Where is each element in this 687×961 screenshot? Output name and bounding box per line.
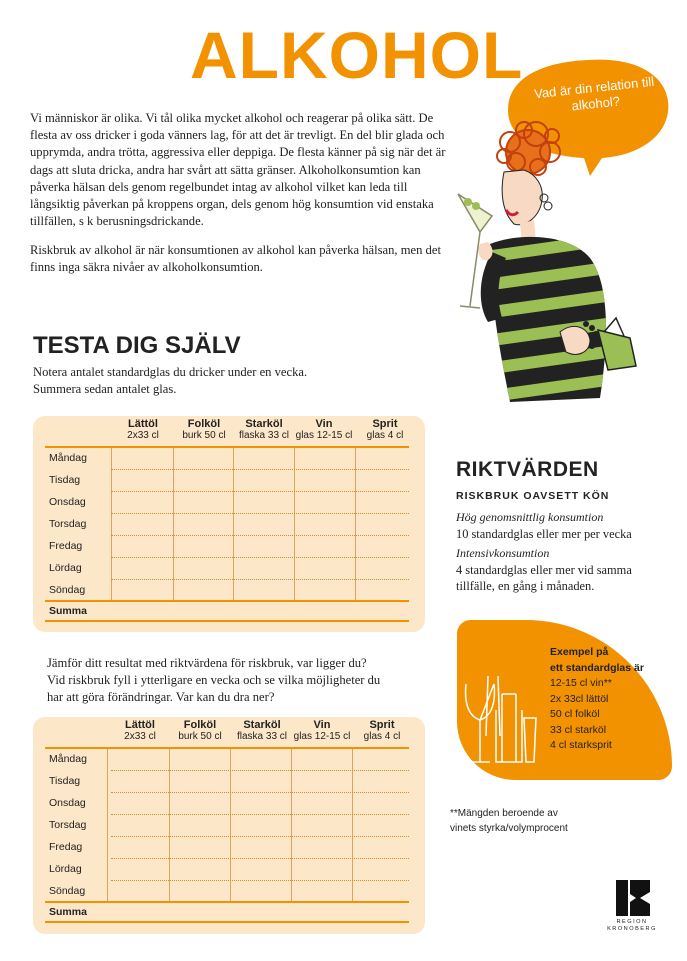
col-header-vin: Vin glas 12-15 cl bbox=[293, 719, 351, 742]
footnote: **Mängden beroende av vinets styrka/volymprocent bbox=[450, 808, 568, 834]
day-label: Lördag bbox=[49, 863, 82, 875]
day-label: Fredag bbox=[49, 540, 83, 552]
high-consumption-label: Hög genomsnittlig konsumtion bbox=[456, 510, 604, 524]
col-header-vin: Vin glas 12-15 cl bbox=[295, 418, 353, 441]
day-label: Söndag bbox=[49, 584, 86, 596]
day-label: Lördag bbox=[49, 562, 82, 574]
sum-label: Summa bbox=[49, 906, 87, 918]
intensive-label: Intensivkonsumtion bbox=[456, 546, 550, 560]
example-item: 50 cl folköl bbox=[550, 708, 600, 720]
instruction-line-1: Notera antalet standardglas du dricker under en vecka. bbox=[33, 365, 308, 379]
day-label: Måndag bbox=[49, 452, 87, 464]
col-header-lattol: Lättöl 2x33 cl bbox=[124, 719, 156, 742]
example-item: 4 cl starksprit bbox=[550, 739, 612, 751]
woman-illustration bbox=[440, 112, 662, 412]
day-label: Tisdag bbox=[49, 474, 81, 486]
glasses-icon bbox=[462, 672, 538, 768]
region-kronoberg-logo-icon bbox=[614, 878, 652, 918]
page-title: ALKOHOL bbox=[190, 18, 524, 92]
high-consumption-text: 10 standardglas eller mer per vecka bbox=[456, 527, 632, 541]
testa-instructions bbox=[33, 364, 363, 398]
day-label: Torsdag bbox=[49, 518, 87, 530]
compare-text: Jämför ditt resultat med riktvärdena för riskbruk, var ligger du? Vid riskbruk fyll i ytterligare en vecka och se vilka möjligheter du har att göra förändringar. Var kan du dra ner? bbox=[47, 656, 381, 705]
example-text: Exempel på ett standardglas är 12-15 cl vin** 2x 33cl lättöl 50 cl folköl 33 cl starköl 4 cl starksprit bbox=[550, 645, 644, 754]
riktvarden-subheading: RISKBRUK OAVSETT KÖN bbox=[456, 490, 610, 502]
intro-paragraph-1: Vi människor är olika. Vi tål olika mycket alkohol och reagerar på olika sätt. De flesta av oss dricker i goda vänners lag, för att det är trevligt. En del blir glada och upprymda, andra trötta, aggressiva eller deppiga. De flesta känner på sig när det är dags att sluta dricka, andra har svårt att sätta gränser. Alkoholkonsumtion kan påverka hälsan dels genom regelbundet intag av alkohol vilket kan leda till långsiktig påverkan på kroppens organ, dels genom hög konsumtion vid enstaka tillfällen, s k berusningsdrickande. bbox=[30, 111, 446, 229]
col-header-starkol: Starköl flaska 33 cl bbox=[236, 719, 288, 742]
col-header-sprit: Sprit glas 4 cl bbox=[363, 719, 401, 742]
bubble-text: Vad är din relation till alkohol? bbox=[533, 73, 655, 114]
col-header-folkol: Folköl burk 50 cl bbox=[182, 418, 226, 441]
intro-paragraph-2: Riskbruk av alkohol är när konsumtionen av alkohol kan påverka hälsan, men det finns inga säkra nivåer av alkoholkonsumtion. bbox=[30, 243, 441, 275]
week-table-1 bbox=[33, 416, 425, 632]
day-label: Måndag bbox=[49, 753, 87, 765]
col-header-sprit: Sprit glas 4 cl bbox=[366, 418, 404, 441]
col-header-lattol: Lättöl 2x33 cl bbox=[127, 418, 159, 441]
riktvarden-heading: RIKTVÄRDEN bbox=[456, 458, 599, 481]
day-label: Torsdag bbox=[49, 819, 87, 831]
sum-label: Summa bbox=[49, 605, 87, 617]
example-item: 33 cl starköl bbox=[550, 723, 607, 736]
instruction-line-2: Summera sedan antalet glas. bbox=[33, 382, 177, 397]
col-header-folkol: Folköl burk 50 cl bbox=[178, 719, 222, 742]
day-label: Onsdag bbox=[49, 797, 86, 809]
testa-heading: TESTA DIG SJÄLV bbox=[33, 332, 241, 359]
intensive-text-2: tillfälle, en gång i månaden. bbox=[456, 579, 595, 593]
col-header-starkol: Starköl flaska 33 cl bbox=[238, 418, 290, 441]
day-label: Söndag bbox=[49, 885, 86, 897]
logo-text: REGION KRONOBERG bbox=[607, 919, 657, 932]
day-label: Fredag bbox=[49, 841, 83, 853]
week-table-2 bbox=[33, 717, 425, 934]
day-label: Onsdag bbox=[49, 496, 86, 508]
intensive-text-1: 4 standardglas eller mer vid samma bbox=[456, 563, 632, 577]
example-item: 12-15 cl vin** bbox=[550, 677, 612, 689]
example-item: 2x 33cl lättöl bbox=[550, 692, 609, 705]
day-label: Tisdag bbox=[49, 775, 81, 787]
